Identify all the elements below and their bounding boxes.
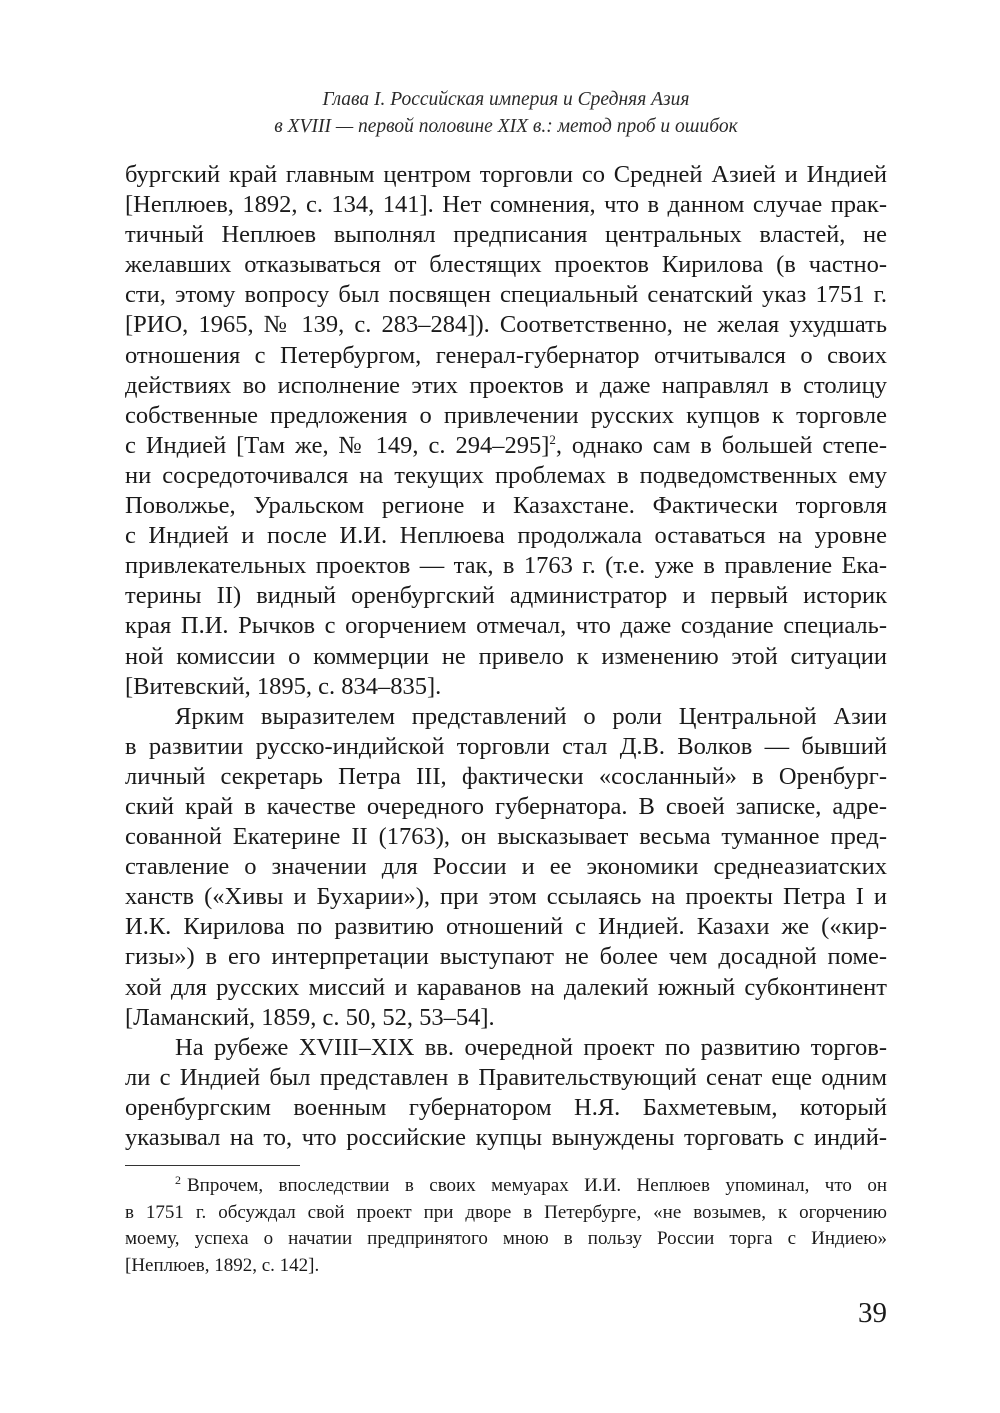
footnote-divider [125,1165,300,1166]
text-line: собственные предложения о привлечении русских купцов к торговле [125,401,887,429]
footnote-line: моему, успеха о начатии предпринятого мною в пользу России торга с Индиею» [125,1228,887,1250]
text-line: [РИО, 1965, № 139, с. 283–284]). Соответственно, не желая ухудшать [125,311,887,339]
text-line-head: с Индией [Там же, № 149, с. 294–295] [125,431,550,459]
text-line: оренбургским военным губернатором Н.Я. Бахметевым, который [125,1093,887,1121]
page-number: 39 [858,1297,887,1329]
main-text [125,160,887,1153]
text-line: края П.И. Рычков с огорчением отмечал, что даже создание специаль- [125,612,887,640]
text-line: ставление о значении для России и ее экономики среднеазиатских [125,853,887,881]
text-line: ни сосредоточивался на текущих проблемах в подведомственных ему [125,461,887,489]
text-line: личный секретарь Петра III, фактически «сосланный» в Оренбург- [125,762,887,790]
text-line: тичный Неплюев выполнял предписания центральных властей, не [125,221,887,249]
text-line: хой для русских миссий и караванов на далекий южный субконтинент [125,973,887,1001]
paragraph-first-line: На рубеже XVIII–XIX вв. очередной проект по развитию торгов- [175,1033,887,1061]
footnote-reference[interactable]: 2 [549,431,556,447]
footnote-line: в 1751 г. обсуждал свой проект при дворе в Петербурге, «не возымев, к огорчению [125,1201,887,1223]
text-line: в развитии русско-индийской торговли стал Д.В. Волков — бывший [125,732,887,760]
footnote-line [125,1173,887,1200]
footnote-line: [Неплюев, 1892, с. 142]. [125,1254,320,1276]
text-line: бургский край главным центром торговли со Средней Азией и Индией [125,161,887,188]
text-line: ли с Индией был представлен в Правительствующий сенат еще одним [125,1063,887,1091]
text-line: [Витевский, 1895, с. 834–835]. [125,672,442,700]
running-header-line-2: в XVIII — первой половине XIX в.: метод проб и ошибок [274,116,738,137]
text-line: сти, этому вопросу был посвящен специальный сенатский указ 1751 г. [125,281,887,309]
text-line: желавших отказываться от блестящих проектов Кирилова (в частно- [125,251,887,279]
text-line: указывал на то, что российские купцы вынуждены торговать с индий- [125,1124,887,1151]
text-line: привлекательных проектов — так, в 1763 г. (т.е. уже в правление Ека- [125,552,887,580]
text-line: с Индией и после И.И. Неплюева продолжала оставаться на уровне [125,522,887,550]
text-line: Поволжье, Уральском регионе и Казахстане. Фактически торговля [125,492,887,520]
text-line: терины II) видный оренбургский администратор и первый историк [125,582,887,610]
running-header-line-1: Глава I. Российская империя и Средняя Азия [322,89,690,110]
text-line: [Неплюев, 1892, с. 134, 141]. Нет сомнения, что в данном случае прак- [125,191,887,219]
text-line: И.К. Кирилова по развитию отношений с Индией. Казахи же («кир- [125,913,887,941]
text-line: отношения с Петербургом, генерал-губернатор отчитывался о своих [125,341,887,369]
text-line: ной комиссии о коммерции не привело к изменению этой ситуации [125,642,887,670]
text-line: [Ламанский, 1859, с. 50, 52, 53–54]. [125,1003,495,1031]
text-line: действиях во исполнение этих проектов и даже направлял в столицу [125,371,887,399]
footnote-line-text: Впрочем, впоследствии в своих мемуарах И.И. Неплюев упоминал, что он [187,1175,887,1196]
text-line-with-footnote-ref [125,431,887,461]
footnote-mark: 2 [175,1172,181,1187]
text-line: сованной Екатерине II (1763), он высказывает весьма туманное пред- [125,823,887,851]
text-line: гизы») в его интерпретации выступают не более чем досадной поме- [125,943,887,971]
text-line: ский край в качестве очередного губернатора. В своей записке, адре- [125,792,887,820]
text-line: ханств («Хивы и Бухарии»), при этом ссылаясь на проекты Петра I и [125,883,887,911]
text-line-tail: , однако сам в большей степе- [555,431,887,459]
paragraph-first-line: Ярким выразителем представлений о роли Центральной Азии [175,702,887,730]
footnote [125,1173,887,1279]
running-header [125,86,887,140]
